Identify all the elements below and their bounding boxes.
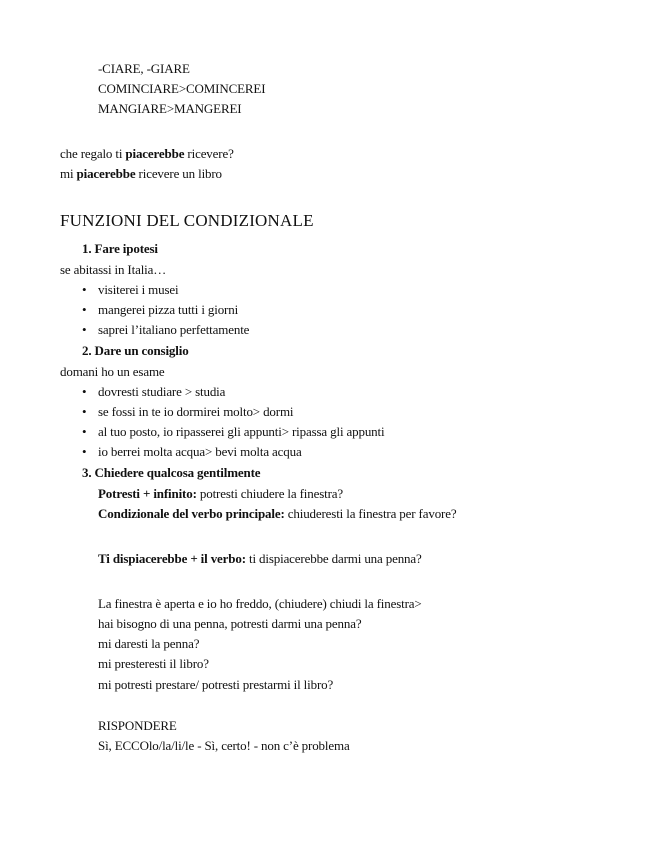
section-1-intro: se abitassi in Italia… <box>60 262 167 277</box>
rule-label: Ti dispiacerebbe + il verbo: <box>98 551 246 566</box>
example-text: ricevere? <box>184 146 234 161</box>
bullet-icon: • <box>82 322 87 337</box>
example-text: ricevere un libro <box>135 166 222 181</box>
section-heading: FUNZIONI DEL CONDIZIONALE <box>60 211 314 230</box>
list-item-text: se fossi in te io dormirei molto> dormi <box>98 404 294 419</box>
section-3-title: 3. Chiedere qualcosa gentilmente <box>82 465 261 480</box>
list-item-text: saprei l’italiano perfettamente <box>98 322 250 337</box>
ending-rule: -CIARE, -GIARE <box>98 61 190 76</box>
rule-example: ti dispiacerebbe darmi una penna? <box>245 551 422 566</box>
ending-example-mangiare: MANGIARE>MANGEREI <box>98 101 242 116</box>
bullet-icon: • <box>82 282 87 297</box>
list-item-text: mangerei pizza tutti i giorni <box>98 302 239 317</box>
bullet-icon: • <box>82 444 87 459</box>
section-1-title: 1. Fare ipotesi <box>82 241 158 256</box>
rule-potresti <box>98 486 343 502</box>
rule-condizionale <box>98 506 456 522</box>
section-2-intro: domani ho un esame <box>60 364 165 379</box>
list-item-text: dovresti studiare > studia <box>98 384 226 399</box>
example-bold-verb: piacerebbe <box>125 146 185 161</box>
practice-line: mi daresti la penna? <box>98 636 200 651</box>
example-sentence-2 <box>60 166 222 182</box>
example-bold-verb: piacerebbe <box>76 166 136 181</box>
list-item-text: al tuo posto, io ripasserei gli appunti> ripassa gli appunti <box>98 424 385 439</box>
bullet-icon: • <box>82 302 87 317</box>
rule-ti-dispiacerebbe <box>98 551 422 567</box>
bullet-icon: • <box>82 384 87 399</box>
practice-line: mi presteresti il libro? <box>98 656 209 671</box>
example-text: che regalo ti <box>60 146 126 161</box>
respond-text: Sì, ECCOlo/la/li/le - Sì, certo! - non c’è problema <box>98 738 350 753</box>
example-sentence-1 <box>60 146 234 162</box>
list-item-text: io berrei molta acqua> bevi molta acqua <box>98 444 302 459</box>
bullet-icon: • <box>82 404 87 419</box>
rule-label: Potresti + infinito: <box>98 486 197 501</box>
example-text: mi <box>60 166 77 181</box>
section-2-title: 2. Dare un consiglio <box>82 343 189 358</box>
rule-example: potresti chiudere la finestra? <box>196 486 344 501</box>
practice-line: mi potresti prestare/ potresti prestarmi il libro? <box>98 677 334 692</box>
bullet-icon: • <box>82 424 87 439</box>
rule-example: chiuderesti la finestra per favore? <box>284 506 457 521</box>
list-item-text: visiterei i musei <box>98 282 179 297</box>
respond-title: RISPONDERE <box>98 718 177 733</box>
practice-line: La finestra è aperta e io ho freddo, (chiudere) chiudi la finestra> <box>98 596 422 611</box>
ending-example-cominciare: COMINCIARE>COMINCEREI <box>98 81 266 96</box>
practice-line: hai bisogno di una penna, potresti darmi una penna? <box>98 616 362 631</box>
rule-label: Condizionale del verbo principale: <box>98 506 285 521</box>
